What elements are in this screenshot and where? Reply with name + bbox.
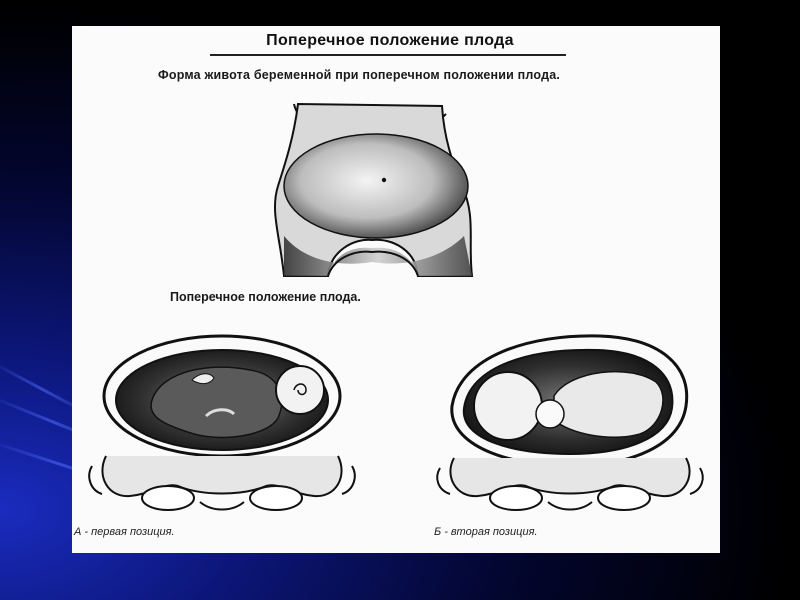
pelvis-illustration-b <box>430 326 710 526</box>
document-page <box>72 26 720 553</box>
pelvis-illustration-a <box>82 326 362 526</box>
page-title: Поперечное положение плода <box>266 32 514 49</box>
position-b-label: Б - вторая позиция. <box>434 526 538 538</box>
figure-caption: Поперечное положение плода. <box>170 290 361 304</box>
position-a-label: А - первая позиция. <box>74 526 175 538</box>
page-subtitle: Форма живота беременной при поперечном положении плода. <box>158 68 561 82</box>
